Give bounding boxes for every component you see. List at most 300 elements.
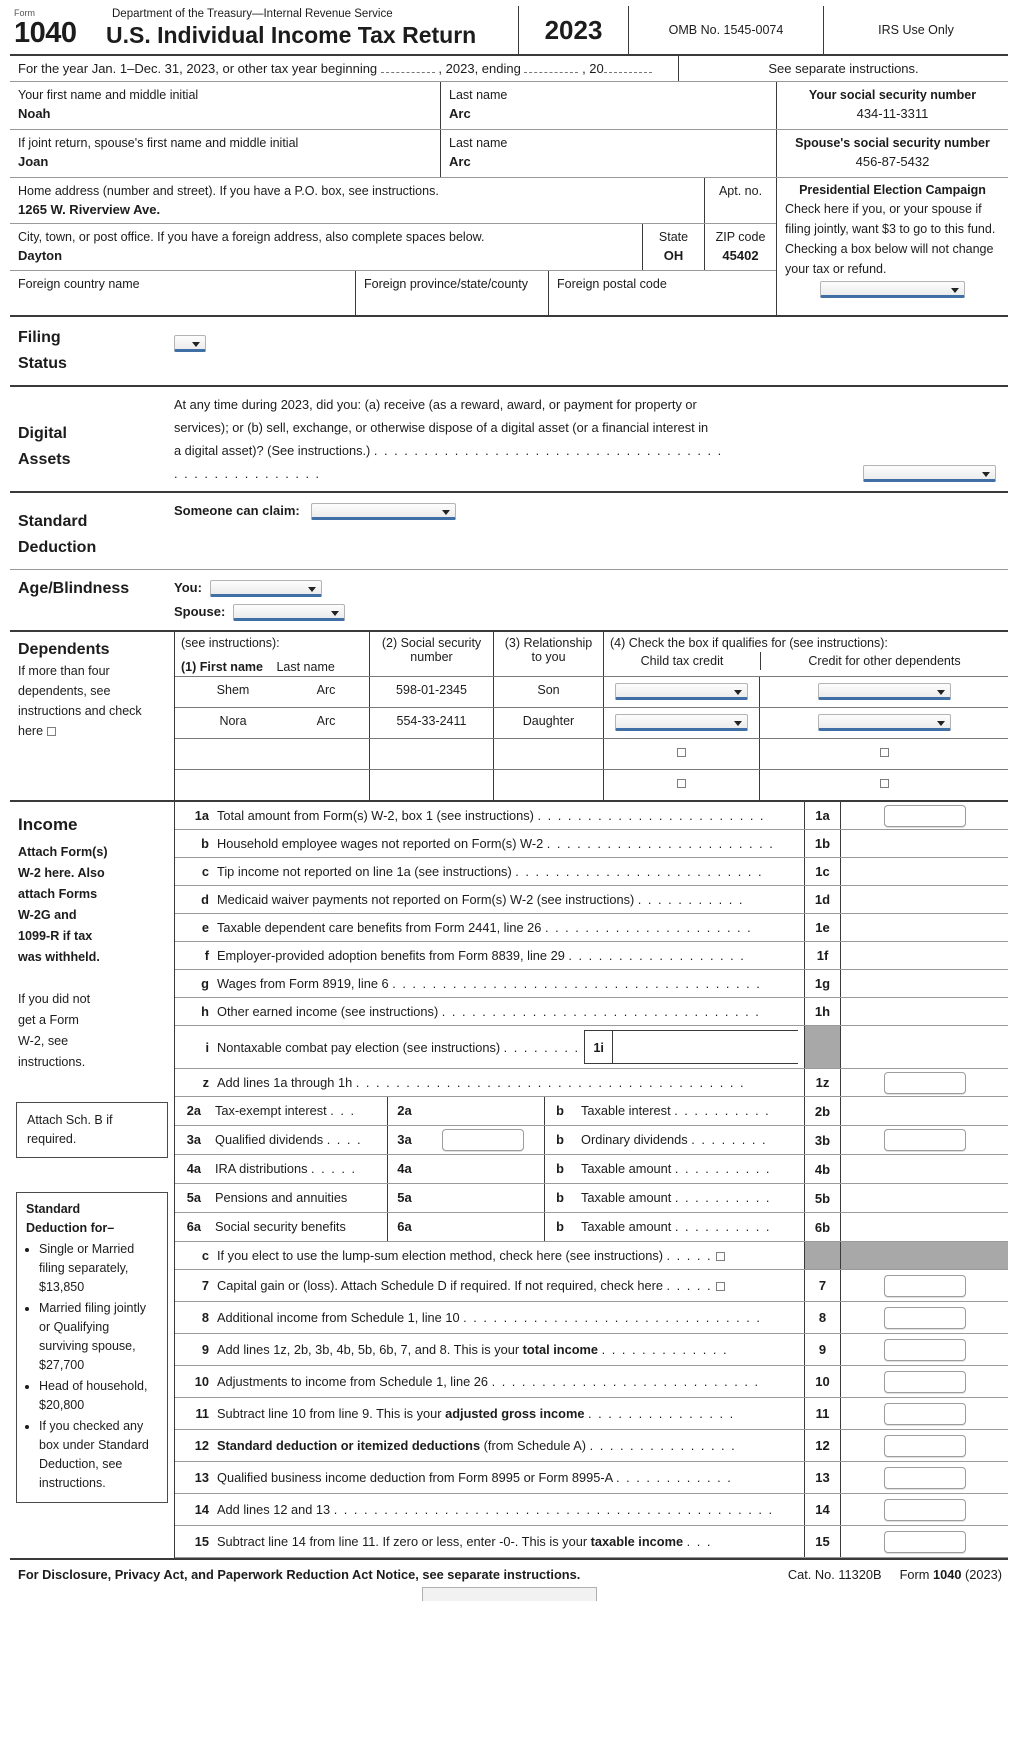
form-header <box>10 6 1008 56</box>
dependent-codep-checkbox[interactable] <box>880 748 889 757</box>
income-line-6c <box>175 1242 1008 1270</box>
pair-line-b-key: 4b <box>804 1155 840 1183</box>
footer-form-text-a: Form <box>899 1567 933 1582</box>
your-ssn-value: 434-11-3311 <box>856 106 929 121</box>
line-key: 10 <box>804 1366 840 1397</box>
income-line-dots: . . . . . . . . . . . . . . . . . . . . . . . . . . . . . . . . <box>441 1004 761 1019</box>
line-desc: Standard deduction or itemized deductions (from Schedule A) . . . . . . . . . . . . . . . <box>217 1438 737 1453</box>
pair-line-b-amount <box>840 1184 1008 1212</box>
line-amount <box>840 1302 1008 1333</box>
income-line <box>175 998 1008 1026</box>
city-label: City, town, or post office. If you have a foreign address, also complete spaces below. <box>18 230 485 244</box>
pair-line-a-input[interactable] <box>442 1129 524 1151</box>
pair-line-b-key: 5b <box>804 1184 840 1212</box>
income-line-1i-no: i <box>205 1039 209 1055</box>
attach-sch-b-box <box>16 1102 168 1158</box>
digital-assets-label-line1: Digital <box>18 425 67 442</box>
dependents-see-instructions: (see instructions): <box>181 636 280 650</box>
line-dots: . . . . . <box>666 1278 713 1293</box>
std-ded-box-item: • Married filing jointly or Qualifying surviving spouse, $27,700 <box>39 1299 158 1375</box>
foreign-postal-cell[interactable] <box>548 271 676 315</box>
someone-can-claim-select[interactable] <box>311 503 456 520</box>
line-dots: . . . . . . . . . . . . . . . <box>588 1406 735 1421</box>
home-address-row <box>10 178 776 224</box>
see-separate-instructions: See separate instructions. <box>678 56 1008 81</box>
dependents-col4-subheaders <box>604 652 1008 670</box>
line-no: 7 <box>201 1278 209 1293</box>
home-address-value: 1265 W. Riverview Ave. <box>18 202 161 217</box>
someone-can-claim-row <box>174 493 1008 530</box>
line-key: 13 <box>804 1462 840 1493</box>
form-footer <box>10 1558 1008 1587</box>
digital-assets-q-line3 <box>174 439 1002 462</box>
dependent-relationship[interactable] <box>493 770 603 800</box>
spouse-last-name-label: Last name <box>449 136 508 150</box>
dependents-col4-header <box>603 632 1008 676</box>
form-title-block <box>98 6 518 54</box>
income-line-text <box>175 970 804 997</box>
income-line <box>175 970 1008 998</box>
digital-assets-body <box>174 387 1008 491</box>
dependent-ctc-checkbox[interactable] <box>677 779 686 788</box>
line-no: 14 <box>194 1502 209 1517</box>
income-line-dots: . . . . . . . . . . . . . . . . . . . . . . . . . <box>515 864 763 879</box>
your-last-name-cell[interactable] <box>440 82 776 129</box>
pec-body: Check here if you, or your spouse if filing jointly, want $3 to go to this fund. Checking a box below will not change your tax or refund. <box>785 202 996 276</box>
pair-line-a-no: 6a <box>186 1219 201 1234</box>
dependents-section <box>10 630 1008 800</box>
dependent-other-credit-cell <box>759 770 1008 800</box>
income-line-1z-desc <box>217 1075 798 1090</box>
income-line-6c-no: c <box>201 1248 209 1263</box>
line-input[interactable] <box>884 1339 966 1361</box>
income-pair-line <box>175 1213 1008 1242</box>
line-text <box>175 1334 804 1365</box>
income-line-1i-desc-text: Nontaxable combat pay election (see instructions) <box>217 1039 501 1055</box>
income-line-key: 1f <box>804 942 840 969</box>
income-line-dots: . . . . . . . . . . . <box>637 892 744 907</box>
income-line-key: 1g <box>804 970 840 997</box>
income-line-6c-desc-text: If you elect to use the lump-sum election method, check here (see instructions) <box>217 1248 663 1263</box>
line-no: 9 <box>201 1342 209 1357</box>
pair-line-a-key: 6a <box>387 1213 421 1241</box>
income-line-amount <box>840 998 1008 1025</box>
income-line-1z-input[interactable] <box>884 1072 966 1094</box>
income-line-6c-dots: . . . . . <box>666 1248 713 1263</box>
spouse-ssn-value: 456-87-5432 <box>855 154 930 169</box>
dependents-col1-a: (1) First name <box>181 660 263 674</box>
income-line-desc: Taxable dependent care benefits from Form 2441, line 26 . . . . . . . . . . . . . . . . . . . . . <box>217 920 753 935</box>
address-and-pec-block <box>10 178 1008 315</box>
standard-deduction-body <box>174 493 1008 569</box>
income-line <box>175 830 1008 858</box>
line-input[interactable] <box>884 1307 966 1329</box>
pair-line-a-no: 5a <box>186 1190 201 1205</box>
dependent-codep-checkbox[interactable] <box>880 779 889 788</box>
dependent-last-name: Arc <box>316 683 336 697</box>
income-line-text <box>175 830 804 857</box>
income-line-dots: . . . . . . . . . . . . . . . . . . . . . . . <box>537 808 765 823</box>
dependents-note-line4-row <box>18 721 168 741</box>
dependent-codep-select[interactable] <box>818 683 951 700</box>
std-ded-box-item: • If you checked any box under Standard Deduction, see instructions. <box>39 1417 158 1493</box>
income-line-no: c <box>201 864 209 879</box>
income-line-amount <box>840 830 1008 857</box>
line-desc: Adjustments to income from Schedule 1, line 26 . . . . . . . . . . . . . . . . . . . . . . . . . . . <box>217 1374 760 1389</box>
line-checkbox[interactable] <box>716 1282 725 1291</box>
pair-line-b-key: 2b <box>804 1097 840 1125</box>
age-blindness-you-select[interactable] <box>210 580 322 597</box>
pair-line-b-desc: Taxable interest . . . . . . . . . . <box>581 1103 771 1118</box>
dependent-name-cell[interactable] <box>175 708 369 738</box>
irs-use-only: IRS Use Only <box>823 6 1008 54</box>
foreign-country-label: Foreign country name <box>18 277 140 291</box>
spouse-last-name-value: Arc <box>449 154 471 169</box>
line-input[interactable] <box>884 1499 966 1521</box>
pair-line-b-amount <box>840 1213 1008 1241</box>
dependents-col2-line1: (2) Social security <box>381 636 482 650</box>
line-input[interactable] <box>884 1275 966 1297</box>
dependent-first-name <box>179 776 287 794</box>
income-line <box>175 942 1008 970</box>
dependent-last-name <box>287 745 365 763</box>
income-line-desc: Total amount from Form(s) W-2, box 1 (see instructions) . . . . . . . . . . . . . . . . . . . . . . . <box>217 808 765 823</box>
dependent-name-cell[interactable] <box>175 677 369 707</box>
income-numbered-line <box>175 1366 1008 1398</box>
income-line-6c-desc <box>217 1248 798 1263</box>
your-ssn-cell[interactable] <box>776 82 1008 129</box>
dependents-col4-b: Credit for other dependents <box>760 652 1008 670</box>
income-line-input[interactable] <box>884 805 966 827</box>
line-input[interactable] <box>884 1467 966 1489</box>
pair-line-b-no: b <box>556 1190 564 1205</box>
pair-line-a-key: 4a <box>387 1155 421 1183</box>
line-amount <box>840 1430 1008 1461</box>
your-first-name-value: Noah <box>18 106 51 121</box>
digital-assets-dots2: . . . . . . . . . . . . . . . <box>174 466 321 481</box>
digital-assets-q-line2: services); or (b) sell, exchange, or otherwise dispose of a digital asset (or a financial interest in <box>174 420 709 435</box>
income-line-1i-dots: . . . . . . . . <box>503 1039 580 1055</box>
pair-line-b-desc: Taxable amount . . . . . . . . . . <box>581 1190 771 1205</box>
std-ded-box-items <box>26 1240 158 1493</box>
income-line-dots: . . . . . . . . . . . . . . . . . . . . . <box>544 920 753 935</box>
filing-status-select[interactable] <box>174 335 206 352</box>
age-blindness-you-row <box>174 576 1002 600</box>
standard-deduction-label <box>10 493 174 569</box>
line-input[interactable] <box>884 1435 966 1457</box>
income-line-text <box>175 858 804 885</box>
footer-form-number: 1040 <box>932 1567 962 1582</box>
dependents-col4-a: Child tax credit <box>640 654 724 668</box>
line-dots: . . . . . . . . . . . . . . . . . . . . . . . . . . . . . . <box>463 1310 762 1325</box>
line-text <box>175 1366 804 1397</box>
income-line-1z-amount <box>840 1069 1008 1096</box>
income-line-amount <box>840 914 1008 941</box>
line-input[interactable] <box>884 1403 966 1425</box>
income-line-no: e <box>201 920 209 935</box>
standard-deduction-info-box <box>16 1192 168 1503</box>
pair-line-b-desc: Taxable amount . . . . . . . . . . <box>581 1161 771 1176</box>
dependents-note-line3: instructions and check <box>18 704 142 718</box>
foreign-country-cell[interactable] <box>10 271 355 315</box>
dependents-note-line2: dependents, see <box>18 684 111 698</box>
line-desc: Capital gain or (loss). Attach Schedule D if required. If not required, check here . . . . . <box>217 1278 798 1293</box>
tax-year-text-b: , 2023, ending <box>438 61 521 76</box>
line-desc: Qualified business income deduction from Form 8995 or Form 8995-A . . . . . . . . . . . . <box>217 1470 733 1485</box>
pair-line-b-dots: . . . . . . . . <box>691 1132 768 1147</box>
dependent-child-tax-credit-cell <box>603 708 759 738</box>
line-no: 15 <box>194 1534 209 1549</box>
income-line-key: 1h <box>804 998 840 1025</box>
income-numbered-line <box>175 1334 1008 1366</box>
pair-line-a-key: 3a <box>387 1126 421 1154</box>
income-line-key: 1d <box>804 886 840 913</box>
dependent-last-name <box>287 776 365 794</box>
line-no: 13 <box>194 1470 209 1485</box>
income-line-no: h <box>201 1004 209 1019</box>
income-line-1i-shaded-key <box>804 1026 840 1068</box>
digital-assets-select[interactable] <box>863 465 996 482</box>
pair-line-b-amount <box>840 1126 1008 1154</box>
income-side-note <box>18 968 166 989</box>
line-text <box>175 1398 804 1429</box>
income-line-no: b <box>201 836 209 851</box>
dependents-note-line4: here <box>18 724 44 738</box>
more-than-four-dependents-checkbox[interactable] <box>47 727 56 736</box>
dependent-child-tax-credit-cell <box>603 770 759 800</box>
dependent-first-name <box>179 745 287 763</box>
state-cell[interactable] <box>642 224 704 270</box>
age-blindness-spouse-select[interactable] <box>233 604 345 621</box>
pec-title: Presidential Election Campaign <box>799 183 986 197</box>
income-pair-line <box>175 1126 1008 1155</box>
dependent-ctc-checkbox[interactable] <box>677 748 686 757</box>
line-dots: . . . . . . . . . . . . <box>616 1470 733 1485</box>
dependents-col1-header <box>175 632 369 676</box>
spouse-last-name-cell[interactable] <box>440 130 776 177</box>
spouse-first-name-value: Joan <box>18 154 49 169</box>
dependents-title: Dependents <box>18 641 110 658</box>
income-side-note: W-2G and <box>18 908 77 922</box>
foreign-province-cell[interactable] <box>355 271 548 315</box>
dependents-col1-b: Last name <box>276 660 335 674</box>
tax-year-text-a: For the year Jan. 1–Dec. 31, 2023, or other tax year beginning <box>18 61 378 76</box>
income-line-1i-text <box>175 1026 804 1068</box>
pair-line-a-desc: IRA distributions . . . . . <box>215 1161 357 1176</box>
standard-deduction-label-line2: Deduction <box>18 539 97 556</box>
table-row <box>175 738 1008 769</box>
line-dots: . . . . . . . . . . . . . . . <box>589 1438 737 1453</box>
city-state-zip-row <box>10 224 776 271</box>
line-desc: Subtract line 14 from line 11. If zero or less, enter -0-. This is your taxable income . . . <box>217 1534 712 1549</box>
city-cell[interactable] <box>10 224 642 270</box>
line-text <box>175 1526 804 1557</box>
line-amount <box>840 1526 1008 1557</box>
line-no: 10 <box>194 1374 209 1389</box>
income-numbered-line <box>175 1302 1008 1334</box>
income-numbered-line <box>175 1398 1008 1430</box>
income-line-1z <box>175 1069 1008 1097</box>
pair-line-b-no: b <box>556 1103 564 1118</box>
income-line-desc: Medicaid waiver payments not reported on Form(s) W-2 (see instructions) . . . . . . . . . . . <box>217 892 744 907</box>
std-ded-box-item: • Single or Married filing separately, $13,850 <box>39 1240 158 1297</box>
income-line-6c-shaded-amount <box>840 1242 1008 1269</box>
income-line-1i-amount <box>840 1026 1008 1068</box>
income-line-no: f <box>204 948 209 963</box>
dependents-col2-header <box>369 632 493 676</box>
income-line-1z-dots: . . . . . . . . . . . . . . . . . . . . . . . . . . . . . . . . . . . . . . . <box>355 1075 746 1090</box>
dependents-table <box>174 632 1008 800</box>
dependent-name-cell[interactable] <box>175 770 369 800</box>
table-row <box>175 707 1008 738</box>
line-bold-head: Standard deduction or itemized deductions <box>217 1438 481 1453</box>
line-desc: Add lines 12 and 13 . . . . . . . . . . . . . . . . . . . . . . . . . . . . . . . . . . . . . . . . . . . . <box>217 1502 774 1517</box>
table-row <box>175 676 1008 707</box>
pair-line-b-desc: Ordinary dividends . . . . . . . . <box>581 1132 768 1147</box>
dependent-relationship[interactable] <box>493 739 603 769</box>
dependent-ctc-select[interactable] <box>615 683 748 700</box>
line-no: 12 <box>194 1438 209 1453</box>
income-line-text <box>175 886 804 913</box>
dependents-note-line1: If more than four <box>18 664 110 678</box>
home-address-cell[interactable] <box>10 178 704 223</box>
foreign-province-label: Foreign province/state/county <box>364 277 528 291</box>
pair-line-b-key: 6b <box>804 1213 840 1241</box>
income-line-1i-entry[interactable] <box>612 1030 798 1064</box>
digital-assets-dots1: . . . . . . . . . . . . . . . . . . . . . . . . . . . . . . . . . . . <box>373 443 723 458</box>
std-ded-box-item: • Head of household, $20,800 <box>39 1377 158 1415</box>
pair-line-b-input[interactable] <box>884 1129 966 1151</box>
dependent-other-credit-cell <box>759 739 1008 769</box>
dependent-ssn[interactable]: 598-01-2345 <box>369 677 493 707</box>
dependent-ssn[interactable] <box>369 739 493 769</box>
pair-line-b-desc: Taxable amount . . . . . . . . . . <box>581 1219 771 1234</box>
filing-status-section <box>10 315 1008 385</box>
income-line-dots: . . . . . . . . . . . . . . . . . . . . . . . . . . . . . . . . . . . . . <box>392 976 762 991</box>
dependents-col4-title: (4) Check the box if qualifies for (see instructions): <box>610 636 888 650</box>
pair-line-a-desc: Pensions and annuities <box>215 1190 348 1205</box>
pair-line-a-key: 2a <box>387 1097 421 1125</box>
pec-select-wrap <box>785 279 1000 298</box>
pair-line-a-dots: . . . . <box>326 1132 363 1147</box>
digital-assets-label-line2: Assets <box>18 451 71 468</box>
income-numbered-lines <box>175 1270 1008 1558</box>
pair-line-a-entry <box>421 1097 545 1125</box>
scroll-grip[interactable] <box>422 1587 597 1601</box>
income-line-no: d <box>201 892 209 907</box>
pec-select[interactable] <box>820 281 965 298</box>
digital-assets-label <box>10 387 174 491</box>
spouse-name-row <box>10 130 1008 178</box>
state-label: State <box>658 230 689 244</box>
pair-line-b-no: b <box>556 1132 564 1147</box>
tax-year-end-blank[interactable] <box>524 72 578 73</box>
income-line-key: 1a <box>804 802 840 829</box>
line-bold-tail: adjusted gross income <box>445 1406 585 1421</box>
income-line-6c-checkbox[interactable] <box>716 1252 725 1261</box>
std-ded-box-title-line1: Standard <box>26 1202 81 1216</box>
disclosure-notice: For Disclosure, Privacy Act, and Paperwork Reduction Act Notice, see separate instructions. <box>18 1567 581 1582</box>
income-numbered-line <box>175 1526 1008 1558</box>
income-line-text <box>175 914 804 941</box>
income-line-key: 1b <box>804 830 840 857</box>
pair-line-a-entry <box>421 1126 545 1154</box>
line-amount <box>840 1334 1008 1365</box>
zip-cell[interactable] <box>704 224 776 270</box>
line-dots: . . . <box>686 1534 712 1549</box>
dependent-ctc-select[interactable] <box>615 714 748 731</box>
income-pair-lines <box>175 1097 1008 1242</box>
line-amount <box>840 1366 1008 1397</box>
line-input[interactable] <box>884 1531 966 1553</box>
income-lines-1a-1h <box>175 802 1008 1026</box>
income-line-1i-key: 1i <box>584 1030 612 1064</box>
dependent-ssn[interactable] <box>369 770 493 800</box>
income-line-6c-text <box>175 1242 804 1269</box>
line-bold-tail: total income <box>522 1342 599 1357</box>
income-line <box>175 802 1008 830</box>
income-side-note: was withheld. <box>18 950 100 964</box>
filing-status-label-line2: Status <box>18 355 67 372</box>
income-section <box>10 800 1008 1558</box>
age-blindness-spouse-row <box>174 600 1002 624</box>
dependent-name-cell[interactable] <box>175 739 369 769</box>
line-input[interactable] <box>884 1371 966 1393</box>
dependent-ssn[interactable]: 554-33-2411 <box>369 708 493 738</box>
pair-line-a-no: 2a <box>186 1103 201 1118</box>
dependent-relationship[interactable]: Son <box>493 677 603 707</box>
income-line-text <box>175 998 804 1025</box>
dependent-first-name: Shem <box>216 683 250 697</box>
std-ded-box-title-line2: Deduction for– <box>26 1221 115 1235</box>
apt-no-cell[interactable] <box>704 178 776 223</box>
footer-form-text-c: (2023) <box>961 1567 1002 1582</box>
income-pair-line <box>175 1097 1008 1126</box>
dependents-col2-line2: number <box>410 650 453 664</box>
income-line-amount <box>840 802 1008 829</box>
income-side-note: W-2 here. Also <box>18 866 105 880</box>
dependent-codep-select[interactable] <box>818 714 951 731</box>
foreign-postal-label: Foreign postal code <box>557 277 667 291</box>
line-key: 14 <box>804 1494 840 1525</box>
spouse-first-name-cell[interactable] <box>10 130 440 177</box>
income-line-key: 1e <box>804 914 840 941</box>
dependent-relationship[interactable]: Daughter <box>493 708 603 738</box>
line-no: 8 <box>201 1310 209 1325</box>
line-desc: Additional income from Schedule 1, line 10 . . . . . . . . . . . . . . . . . . . . . . . . . . . . . . <box>217 1310 762 1325</box>
state-value: OH <box>663 248 684 263</box>
pair-line-a-entry <box>421 1184 545 1212</box>
tax-year-yy-blank[interactable] <box>604 72 652 73</box>
pair-line-a-entry <box>421 1155 545 1183</box>
your-first-name-cell[interactable] <box>10 82 440 129</box>
dependent-last-name: Arc <box>316 714 336 728</box>
cat-no: Cat. No. 11320B <box>787 1567 882 1582</box>
tax-year-line <box>10 56 1008 82</box>
tax-year-begin-blank[interactable] <box>381 72 435 73</box>
pair-line-b-dots: . . . . . . . . . . <box>674 1219 771 1234</box>
attach-sch-b-text: Attach Sch. B if required. <box>27 1113 113 1146</box>
income-side-note: get a Form <box>18 1013 79 1027</box>
digital-assets-answer-row <box>174 462 1002 485</box>
line-amount <box>840 1270 1008 1301</box>
spouse-first-name-label: If joint return, spouse's first name and middle initial <box>18 136 299 150</box>
age-blindness-section <box>10 569 1008 630</box>
digital-assets-q-line1: At any time during 2023, did you: (a) receive (as a reward, award, or payment for property or <box>174 397 697 412</box>
bottom-scroll-grip-bar <box>10 1587 1008 1609</box>
someone-can-claim-label: Someone can claim: <box>174 503 300 518</box>
spouse-ssn-cell[interactable] <box>776 130 1008 177</box>
